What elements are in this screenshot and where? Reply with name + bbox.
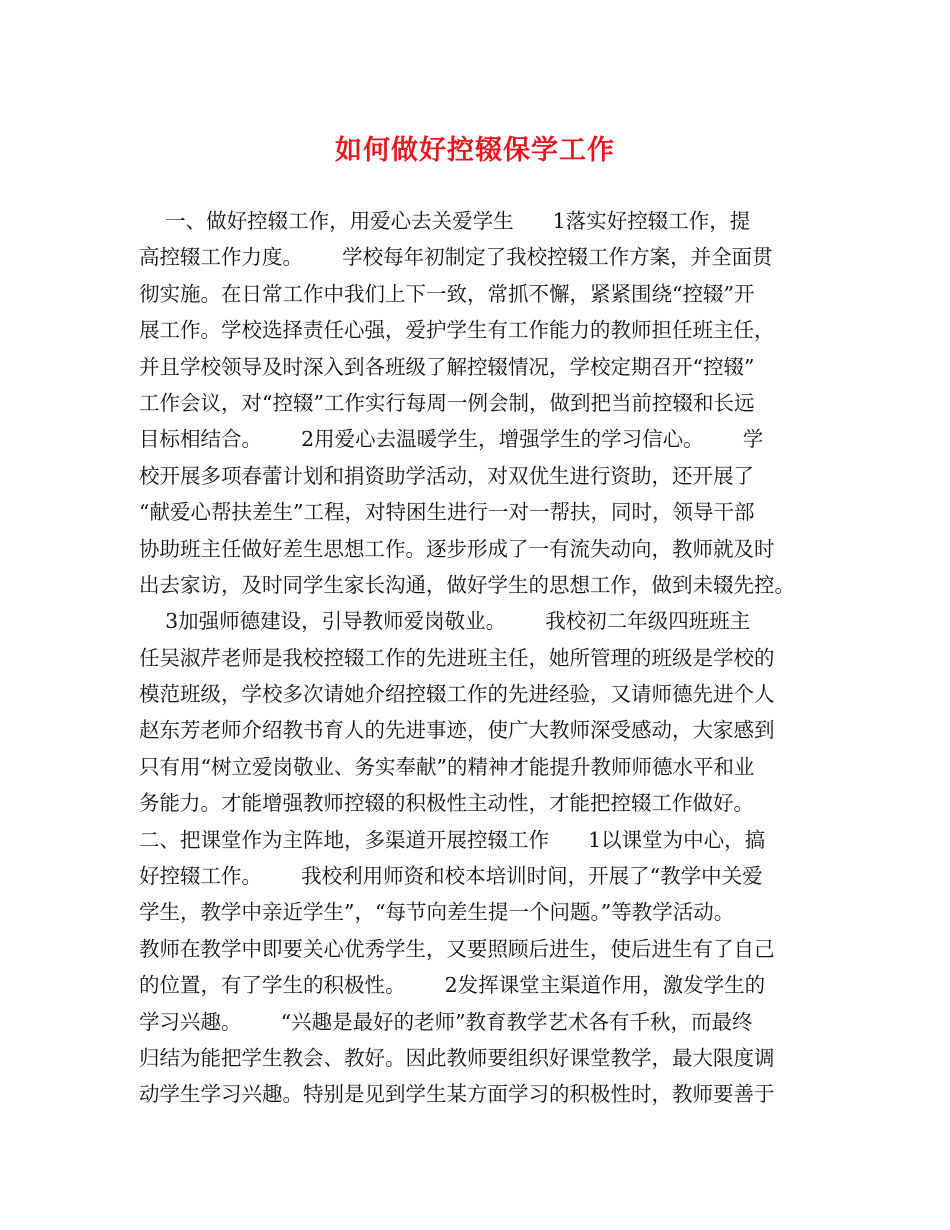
text-line: 并且学校领导及时深入到各班级了解控辍情况，学校定期召开“控辍” <box>139 354 755 379</box>
text-line: “献爱心帮扶差生”工程，对特困生进行一对一帮扶，同时，领导干部 <box>139 500 755 525</box>
text-line: 出去家访，及时同学生家长沟通，做好学生的思想工作，做到未辍先控。 <box>139 572 795 597</box>
text-line: 校开展多项春蕾计划和捐资助学活动，对双优生进行资助，还开展了 <box>139 463 754 488</box>
text-line: 二、把课堂作为主阵地，多渠道开展控辍工作 1以课堂为中心，搞 <box>139 827 766 852</box>
text-line: 好控辍工作。 我校利用师资和校本培训时间，开展了“教学中关爱 <box>139 864 763 889</box>
text-line: 赵东芳老师介绍教书育人的先进事迹，使广大教师深受感动，大家感到 <box>139 718 775 743</box>
text-line: 协助班主任做好差生思想工作。逐步形成了一有流失动向，教师就及时 <box>139 536 775 561</box>
text-line: 展工作。学校选择责任心强，爱护学生有工作能力的教师担任班主任， <box>139 318 775 343</box>
text-line: 动学生学习兴趣。特别是见到学生某方面学习的积极性时，教师要善于 <box>139 1082 775 1107</box>
text-line: 的位置，有了学生的积极性。 2发挥课堂主渠道作用，激发学生的 <box>139 973 766 998</box>
document-body <box>139 203 819 1113</box>
text-line: 3加强师德建设，引导教师爱岗敬业。 我校初二年级四班班主 <box>139 609 751 634</box>
text-line: 高控辍工作力度。 学校每年初制定了我校控辍工作方案，并全面贯 <box>139 245 773 270</box>
text-line: 归结为能把学生教会、教好。因此教师要组织好课堂教学，最大限度调 <box>139 1045 775 1070</box>
text-line: 学习兴趣。 “兴趣是最好的老师”教育教学艺术各有千秋，而最终 <box>139 1009 753 1034</box>
text-line: 一、做好控辍工作，用爱心去关爱学生 1落实好控辍工作，提 <box>139 209 751 233</box>
text-line: 模范班级，学校多次请她介绍控辍工作的先进经验，又请师德先进个人 <box>139 682 775 707</box>
text-line: 工作会议，对“控辍”工作实行每周一例会制，做到把当前控辍和长远 <box>139 390 755 415</box>
document-title: 如何做好控辍保学工作 <box>335 135 615 166</box>
text-line: 务能力。才能增强教师控辍的积极性主动性，才能把控辍工作做好。 <box>139 791 754 816</box>
text-line: 学生，教学中亲近学生”，“每节向差生提一个问题。”等教学活动。 <box>139 900 735 925</box>
text-line: 任吴淑芹老师是我校控辍工作的先进班主任，她所管理的班级是学校的 <box>139 645 775 670</box>
text-line: 教师在教学中即要关心优秀学生，又要照顾后进生，使后进生有了自己 <box>139 936 775 961</box>
text-line: 目标相结合。 2用爱心去温暖学生，增强学生的学习信心。 学 <box>139 427 764 452</box>
text-line: 只有用“树立爱岗敬业、务实奉献”的精神才能提升教师师德水平和业 <box>139 754 755 779</box>
text-line: 彻实施。在日常工作中我们上下一致，常抓不懈，紧紧围绕“控辍”开 <box>139 281 755 306</box>
